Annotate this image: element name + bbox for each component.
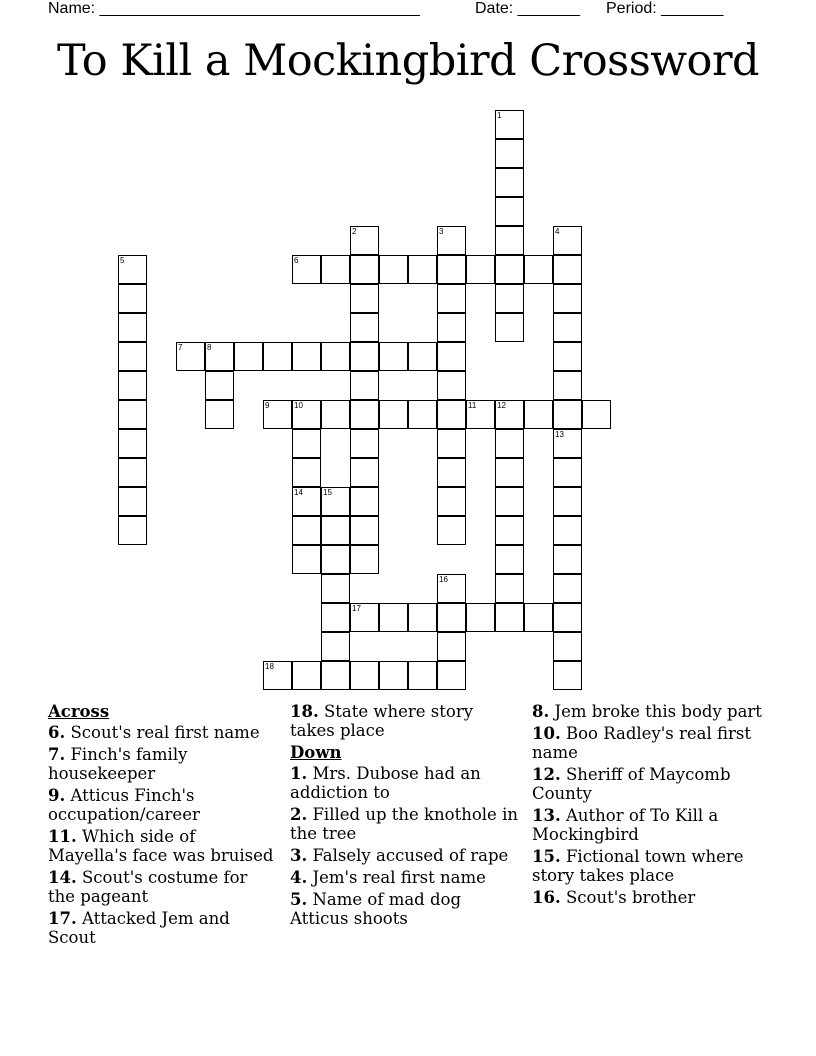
- grid-cell[interactable]: [437, 632, 466, 661]
- grid-cell[interactable]: [118, 516, 147, 545]
- grid-cell[interactable]: [379, 342, 408, 371]
- grid-cell-2[interactable]: [350, 226, 379, 255]
- clue-number: 10: [294, 401, 303, 410]
- grid-cell[interactable]: [582, 400, 611, 429]
- grid-cell[interactable]: [321, 255, 350, 284]
- grid-cell[interactable]: [524, 603, 553, 632]
- grid-cell[interactable]: [495, 284, 524, 313]
- clue-number: 2: [352, 227, 357, 236]
- grid-cell[interactable]: [553, 400, 582, 429]
- grid-cell[interactable]: [437, 284, 466, 313]
- grid-cell-7[interactable]: [176, 342, 205, 371]
- grid-cell[interactable]: [350, 487, 379, 516]
- clue-across-17: 17. Attacked Jem and Scout: [48, 909, 230, 947]
- grid-cell[interactable]: [350, 255, 379, 284]
- grid-cell[interactable]: [553, 516, 582, 545]
- grid-cell[interactable]: [437, 661, 466, 690]
- grid-cell[interactable]: [553, 342, 582, 371]
- across-heading: Across: [48, 702, 110, 721]
- grid-cell[interactable]: [553, 545, 582, 574]
- clue-number: 15: [323, 488, 332, 497]
- grid-cell[interactable]: [118, 313, 147, 342]
- grid-cell[interactable]: [379, 255, 408, 284]
- grid-cell-18[interactable]: [263, 661, 292, 690]
- clue-down-3: 3. Falsely accused of rape: [290, 846, 509, 865]
- clue-down-2: 2. Filled up the knothole in the tree: [290, 805, 518, 843]
- clue-number: 5: [120, 256, 125, 265]
- grid-cell[interactable]: [553, 632, 582, 661]
- grid-cell-11[interactable]: [466, 400, 495, 429]
- grid-cell[interactable]: [553, 284, 582, 313]
- grid-cell[interactable]: [321, 545, 350, 574]
- grid-cell[interactable]: [205, 400, 234, 429]
- grid-cell[interactable]: [408, 255, 437, 284]
- clue-number: 6: [294, 256, 299, 265]
- grid-cell[interactable]: [408, 603, 437, 632]
- clue-number: 7: [178, 343, 183, 352]
- clue-across-7: 7. Finch's family housekeeper: [48, 745, 188, 783]
- clue-number: 16: [439, 575, 448, 584]
- clue-number: 14: [294, 488, 303, 497]
- grid-cell-4[interactable]: [553, 226, 582, 255]
- grid-cell[interactable]: [408, 400, 437, 429]
- clue-number: 8: [207, 343, 212, 352]
- clue-across-11: 11. Which side of Mayella's face was bruised: [48, 827, 274, 865]
- grid-cell-3[interactable]: [437, 226, 466, 255]
- grid-cell[interactable]: [408, 661, 437, 690]
- grid-cell[interactable]: [437, 487, 466, 516]
- clue-number: 17: [352, 604, 361, 613]
- grid-cell[interactable]: [321, 342, 350, 371]
- grid-cell[interactable]: [118, 400, 147, 429]
- grid-cell[interactable]: [437, 516, 466, 545]
- grid-cell[interactable]: [553, 661, 582, 690]
- grid-cell[interactable]: [118, 342, 147, 371]
- date-field[interactable]: Date: _______: [475, 0, 580, 17]
- clue-number: 12: [497, 401, 506, 410]
- grid-cell[interactable]: [350, 371, 379, 400]
- grid-cell[interactable]: [524, 255, 553, 284]
- grid-cell-15[interactable]: [321, 487, 350, 516]
- clue-number: 9: [265, 401, 270, 410]
- grid-cell-17[interactable]: [350, 603, 379, 632]
- grid-cell[interactable]: [553, 255, 582, 284]
- grid-cell[interactable]: [495, 545, 524, 574]
- name-field[interactable]: Name: ____________________________________: [48, 0, 420, 17]
- grid-cell[interactable]: [321, 516, 350, 545]
- grid-cell-10[interactable]: [292, 400, 321, 429]
- grid-cell[interactable]: [495, 516, 524, 545]
- grid-cell[interactable]: [437, 458, 466, 487]
- grid-cell-16[interactable]: [437, 574, 466, 603]
- grid-cell[interactable]: [495, 487, 524, 516]
- grid-cell[interactable]: [495, 255, 524, 284]
- grid-cell[interactable]: [292, 342, 321, 371]
- grid-cell-6[interactable]: [292, 255, 321, 284]
- grid-cell[interactable]: [437, 603, 466, 632]
- clue-down-8: 8. Jem broke this body part: [532, 702, 762, 721]
- grid-cell[interactable]: [350, 545, 379, 574]
- grid-cell[interactable]: [495, 226, 524, 255]
- grid-cell[interactable]: [495, 197, 524, 226]
- grid-cell[interactable]: [437, 342, 466, 371]
- grid-cell[interactable]: [292, 429, 321, 458]
- clue-number: 3: [439, 227, 444, 236]
- grid-cell[interactable]: [553, 371, 582, 400]
- grid-cell[interactable]: [495, 313, 524, 342]
- grid-cell-8[interactable]: [205, 342, 234, 371]
- grid-cell[interactable]: [118, 371, 147, 400]
- grid-cell[interactable]: [350, 342, 379, 371]
- grid-cell[interactable]: [437, 400, 466, 429]
- grid-cell[interactable]: [118, 487, 147, 516]
- grid-cell[interactable]: [553, 574, 582, 603]
- clue-number: 1: [497, 111, 502, 120]
- grid-cell[interactable]: [408, 342, 437, 371]
- grid-cell[interactable]: [321, 400, 350, 429]
- grid-cell[interactable]: [350, 400, 379, 429]
- grid-cell[interactable]: [321, 661, 350, 690]
- clue-across-14: 14. Scout's costume for the pageant: [48, 868, 248, 906]
- grid-cell[interactable]: [263, 342, 292, 371]
- grid-cell[interactable]: [437, 313, 466, 342]
- grid-cell[interactable]: [350, 516, 379, 545]
- grid-cell[interactable]: [379, 603, 408, 632]
- grid-cell[interactable]: [350, 458, 379, 487]
- grid-cell[interactable]: [495, 168, 524, 197]
- clue-number: 11: [468, 401, 477, 410]
- grid-cell[interactable]: [118, 284, 147, 313]
- grid-cell[interactable]: [495, 429, 524, 458]
- clue-across-18: 18. State where story takes place: [290, 702, 474, 740]
- grid-cell[interactable]: [350, 429, 379, 458]
- grid-cell[interactable]: [553, 313, 582, 342]
- grid-cell[interactable]: [350, 661, 379, 690]
- grid-cell[interactable]: [495, 574, 524, 603]
- grid-cell[interactable]: [205, 371, 234, 400]
- clue-column-3: [532, 702, 768, 910]
- clue-down-1: 1. Mrs. Dubose had an addiction to: [290, 764, 481, 802]
- grid-cell[interactable]: [350, 284, 379, 313]
- grid-cell[interactable]: [118, 429, 147, 458]
- clue-down-4: 4. Jem's real first name: [290, 868, 486, 887]
- grid-cell[interactable]: [292, 661, 321, 690]
- grid-cell-13[interactable]: [553, 429, 582, 458]
- down-heading: Down: [290, 743, 342, 762]
- grid-cell[interactable]: [379, 400, 408, 429]
- grid-cell-12[interactable]: [495, 400, 524, 429]
- grid-cell[interactable]: [437, 255, 466, 284]
- grid-cell[interactable]: [292, 516, 321, 545]
- grid-cell[interactable]: [321, 574, 350, 603]
- grid-cell[interactable]: [118, 458, 147, 487]
- clue-down-10: 10. Boo Radley's real first name: [532, 724, 752, 762]
- grid-cell-5[interactable]: [118, 255, 147, 284]
- grid-cell[interactable]: [553, 487, 582, 516]
- clue-down-13: 13. Author of To Kill a Mockingbird: [532, 806, 719, 844]
- grid-cell[interactable]: [553, 458, 582, 487]
- clue-number: 4: [555, 227, 560, 236]
- clue-down-16: 16. Scout's brother: [532, 888, 696, 907]
- grid-cell[interactable]: [495, 458, 524, 487]
- grid-cell[interactable]: [292, 458, 321, 487]
- grid-cell[interactable]: [466, 255, 495, 284]
- grid-cell[interactable]: [524, 400, 553, 429]
- grid-cell[interactable]: [495, 603, 524, 632]
- grid-cell[interactable]: [350, 313, 379, 342]
- clue-down-15: 15. Fictional town where story takes place: [532, 847, 744, 885]
- clue-down-12: 12. Sheriff of Maycomb County: [532, 765, 731, 803]
- grid-cell[interactable]: [437, 371, 466, 400]
- clue-column-2: [290, 702, 518, 931]
- page-title: To Kill a Mockingbird Crossword: [56, 36, 760, 86]
- clue-down-5: 5. Name of mad dog Atticus shoots: [290, 890, 462, 928]
- clue-number: 18: [265, 662, 274, 671]
- clue-across-6: 6. Scout's real first name: [48, 723, 260, 742]
- grid-cell[interactable]: [553, 603, 582, 632]
- grid-cell-1[interactable]: [495, 110, 524, 139]
- grid-cell[interactable]: [234, 342, 263, 371]
- grid-cell[interactable]: [292, 545, 321, 574]
- period-field[interactable]: Period: _______: [606, 0, 724, 17]
- grid-cell[interactable]: [379, 661, 408, 690]
- grid-cell[interactable]: [437, 429, 466, 458]
- grid-cell[interactable]: [321, 603, 350, 632]
- clue-across-9: 9. Atticus Finch's occupation/career: [48, 786, 200, 824]
- grid-cell[interactable]: [495, 139, 524, 168]
- grid-cell[interactable]: [466, 603, 495, 632]
- grid-cell[interactable]: [321, 632, 350, 661]
- clue-column-1: [48, 702, 276, 950]
- clue-number: 13: [555, 430, 564, 439]
- grid-cell-9[interactable]: [263, 400, 292, 429]
- grid-cell-14[interactable]: [292, 487, 321, 516]
